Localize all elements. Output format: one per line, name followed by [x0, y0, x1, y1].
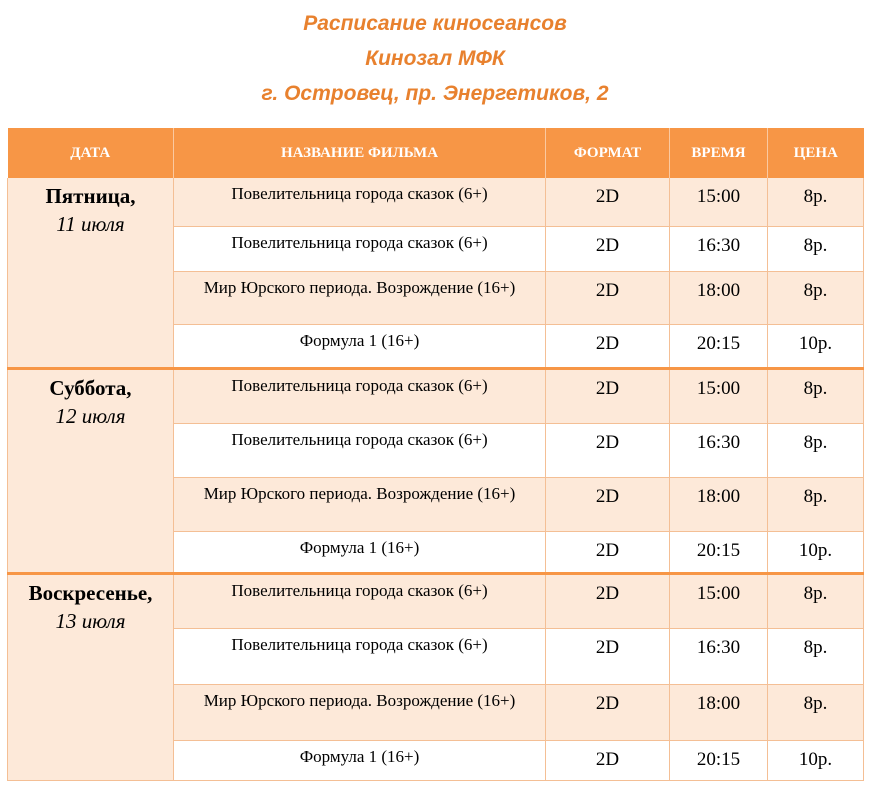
film-title: Повелительница города сказок (6+)	[174, 178, 546, 226]
session-price: 10р.	[768, 324, 864, 368]
column-header-film: НАЗВАНИЕ ФИЛЬМА	[174, 128, 546, 178]
table-row	[8, 178, 864, 226]
column-header-price: ЦЕНА	[768, 128, 864, 178]
film-title: Повелительница города сказок (6+)	[174, 368, 546, 423]
session-time: 16:30	[670, 628, 768, 684]
session-price: 8р.	[768, 573, 864, 628]
session-price: 8р.	[768, 368, 864, 423]
session-time: 16:30	[670, 423, 768, 477]
film-title: Повелительница города сказок (6+)	[174, 226, 546, 271]
session-format: 2D	[546, 477, 670, 531]
schedule-table	[7, 128, 864, 781]
day-name: Воскресенье,	[28, 580, 153, 605]
film-title: Формула 1 (16+)	[174, 740, 546, 780]
session-format: 2D	[546, 178, 670, 226]
film-title: Повелительница города сказок (6+)	[174, 573, 546, 628]
session-price: 8р.	[768, 271, 864, 324]
day-cell	[8, 368, 174, 573]
column-header-date: ДАТА	[8, 128, 174, 178]
session-time: 15:00	[670, 368, 768, 423]
day-cell	[8, 573, 174, 780]
session-time: 18:00	[670, 271, 768, 324]
session-format: 2D	[546, 740, 670, 780]
day-date: 11 июля	[56, 212, 125, 236]
session-time: 18:00	[670, 684, 768, 740]
film-title: Мир Юрского периода. Возрождение (16+)	[174, 271, 546, 324]
session-price: 8р.	[768, 178, 864, 226]
session-format: 2D	[546, 684, 670, 740]
session-price: 8р.	[768, 423, 864, 477]
title-line-2: Кинозал МФК	[365, 47, 505, 70]
session-time: 20:15	[670, 740, 768, 780]
session-format: 2D	[546, 271, 670, 324]
title-line-1: Расписание киносеансов	[303, 12, 567, 35]
session-format: 2D	[546, 368, 670, 423]
session-format: 2D	[546, 226, 670, 271]
session-price: 10р.	[768, 740, 864, 780]
table-row	[8, 573, 864, 628]
session-price: 8р.	[768, 477, 864, 531]
session-price: 8р.	[768, 226, 864, 271]
table-header-row	[8, 128, 864, 178]
column-header-format: ФОРМАТ	[546, 128, 670, 178]
title-line-3: г. Островец, пр. Энергетиков, 2	[261, 82, 609, 105]
schedule-title	[0, 6, 870, 111]
session-format: 2D	[546, 628, 670, 684]
day-name: Пятница,	[45, 184, 136, 208]
session-time: 16:30	[670, 226, 768, 271]
session-time: 15:00	[670, 573, 768, 628]
film-title: Мир Юрского периода. Возрождение (16+)	[174, 477, 546, 531]
session-format: 2D	[546, 573, 670, 628]
film-title: Формула 1 (16+)	[174, 531, 546, 573]
day-name: Суббота,	[49, 375, 132, 400]
session-price: 10р.	[768, 531, 864, 573]
film-title: Формула 1 (16+)	[174, 324, 546, 368]
film-title: Повелительница города сказок (6+)	[174, 423, 546, 477]
session-price: 8р.	[768, 684, 864, 740]
session-time: 20:15	[670, 531, 768, 573]
column-header-time: ВРЕМЯ	[670, 128, 768, 178]
session-format: 2D	[546, 531, 670, 573]
day-date: 12 июля	[55, 403, 126, 428]
session-format: 2D	[546, 324, 670, 368]
film-title: Мир Юрского периода. Возрождение (16+)	[174, 684, 546, 740]
session-format: 2D	[546, 423, 670, 477]
session-time: 20:15	[670, 324, 768, 368]
day-cell	[8, 178, 174, 368]
session-price: 8р.	[768, 628, 864, 684]
session-time: 18:00	[670, 477, 768, 531]
session-time: 15:00	[670, 178, 768, 226]
film-title: Повелительница города сказок (6+)	[174, 628, 546, 684]
day-date: 13 июля	[55, 608, 126, 633]
table-row	[8, 368, 864, 423]
